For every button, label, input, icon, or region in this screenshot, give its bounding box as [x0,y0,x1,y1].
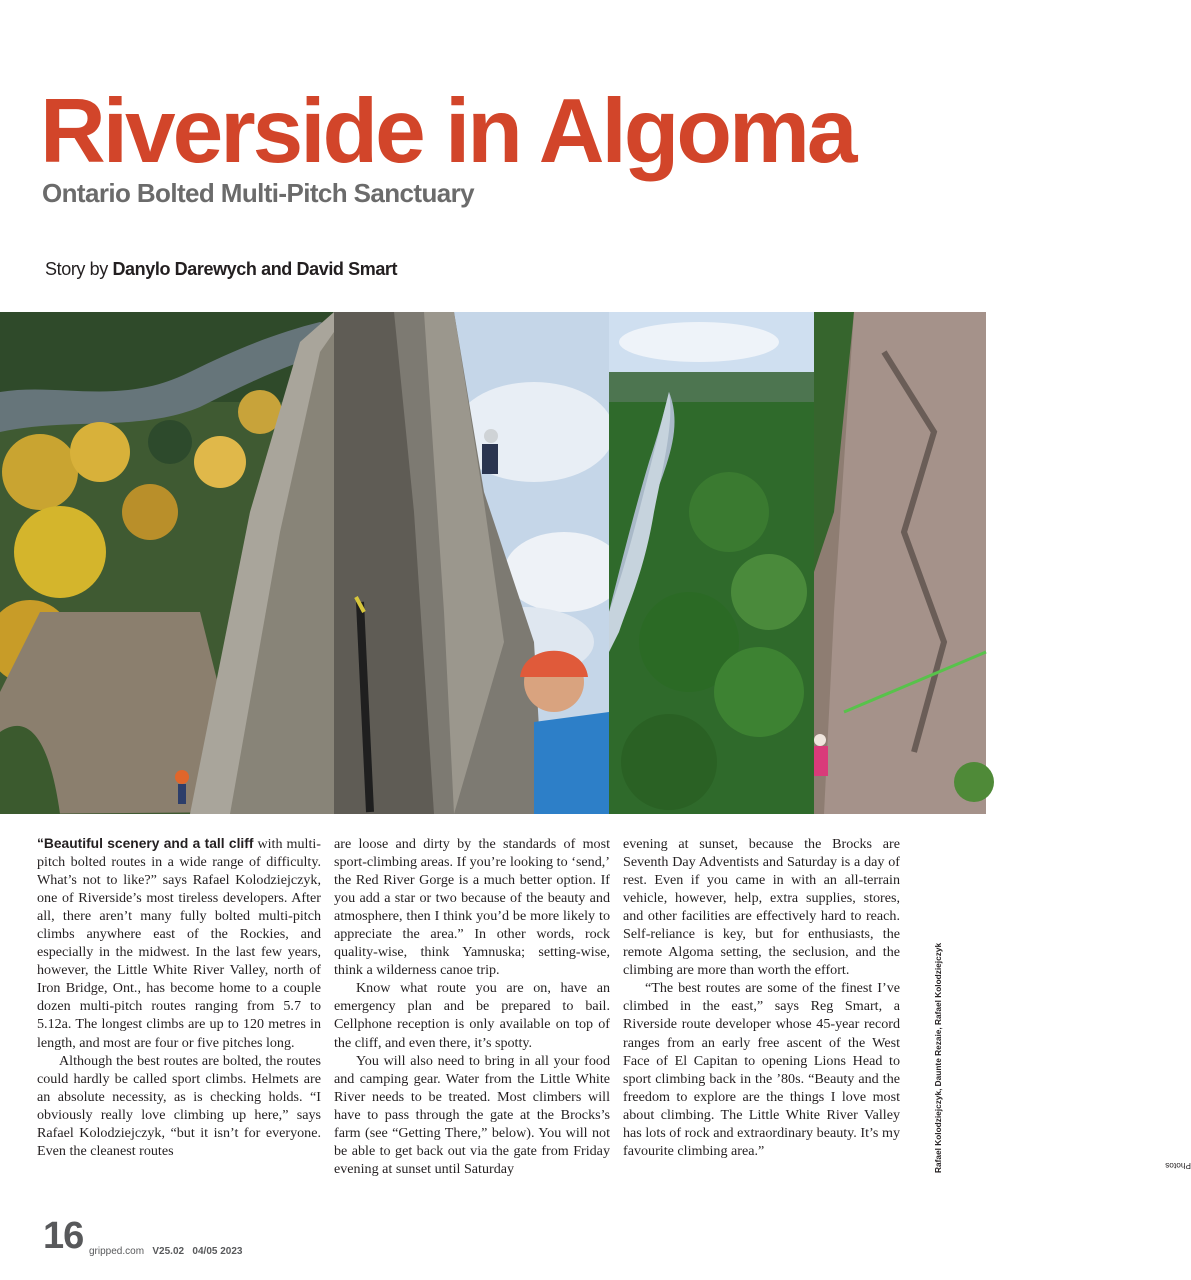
article-column-2 [334,835,610,1178]
footer-info [89,1245,242,1259]
lead-in: “Beautiful scenery and a tall cliff [37,836,254,851]
page-number: 16 [43,1215,84,1257]
article-title: Riverside in Algoma [40,81,855,182]
paragraph: You will also need to bring in all your food and camping gear. Water from the Little White River needs to be treated. Most climbers will have to pass through the gate at the Brocks’s farm (see “Getting There,” below). You will not be able to get back out via the gate from Friday evening at sunset until Saturday [334,1052,610,1177]
article-column-3 [623,835,900,1160]
photo-credit [931,913,1191,1173]
paragraph: are loose and dirty by the standards of most sport-climbing areas. If you’re looking to ‘send,’ the Red River Gorge is a much better option. If you add a star or two because of the beauty and atmosphere, then I think you’d be more likely to appreciate the area.” In other words, rock quality-wise, think Yamnuska; setting-wise, think a wilderness canoe trip. [334,836,610,979]
footer-issue: V25.02 [152,1246,185,1257]
byline [45,257,397,281]
paragraph-text: with multi-pitch bolted routes in a wide range of difficulty. What’s not to like?” says Rafael Kolodziejczyk, one of Riverside’s most tireless developers. After all, there aren’t many fully bolted multi-pitch climbs anywhere east of the Rockies, and especially in the midwest. In the last few years, however, the Little White River Valley, north of Iron Bridge, Ont., has become home to a couple dozen multi-pitch routes ranging from 5.7 to 5.12a. The longest climbs are up to 120 metres in length, and most are four or five pitches long. [37,836,321,1051]
paragraph: evening at sunset, because the Brocks are Seventh Day Adventists and Saturday is a day of rest. Even if you came in with an all-terrain vehicle, however, help, extra supplies, stores, and other facilities are effectively hard to reach. Self-reliance is key, but for enthusiasts, the remote Algoma setting, the seclusion, and the climbing are more than worth the effort. [623,836,900,979]
paragraph: “The best routes are some of the finest I’ve climbed in the east,” says Reg Smart, a Riverside route developer whose 45-year record ranges from an early free ascent of the West Face of El Capitan to opening Lions Head to sport climbing back in the ’80s. “Beauty and the freedom to explore are the things I love most about climbing. The Little White River Valley has lots of rock and extraordinary beauty. It’s my favourite climbing area.” [623,980,900,1159]
aerial-forest-cliff-photo [0,312,334,814]
article-column-1 [37,835,321,1160]
photo-credit-names: Rafael Kolodziejczyk, Daunte Rezaie, Rafael Kolodziejczyk [933,942,943,1173]
footer-site: gripped.com [89,1246,145,1257]
climber-on-arete-photo [334,312,609,814]
footer-date: 04/05 2023 [192,1246,243,1257]
paragraph [37,835,321,1052]
climber-on-wall-photo [814,312,986,814]
paragraph: Know what route you are on, have an emergency plan and be prepared to bail. Cellphone reception is only available on top of the cliff, and even there, it’s spotty. [334,980,610,1051]
article-subtitle: Ontario Bolted Multi-Pitch Sanctuary [42,178,474,208]
paragraph: Although the best routes are bolted, the routes could hardly be called sport climbs. Helmets are an absolute necessity, as is checking holds. “I obviously really love climbing up here,” says Rafael Kolodziejczyk, “but it isn’t for everyone. Even the cleanest routes [37,1052,321,1159]
photo-credit-prefix: Photos [1165,1161,1191,1171]
byline-authors: Danylo Darewych and David Smart [112,259,398,279]
river-valley-photo [609,312,814,814]
byline-prefix: Story by [45,259,113,279]
